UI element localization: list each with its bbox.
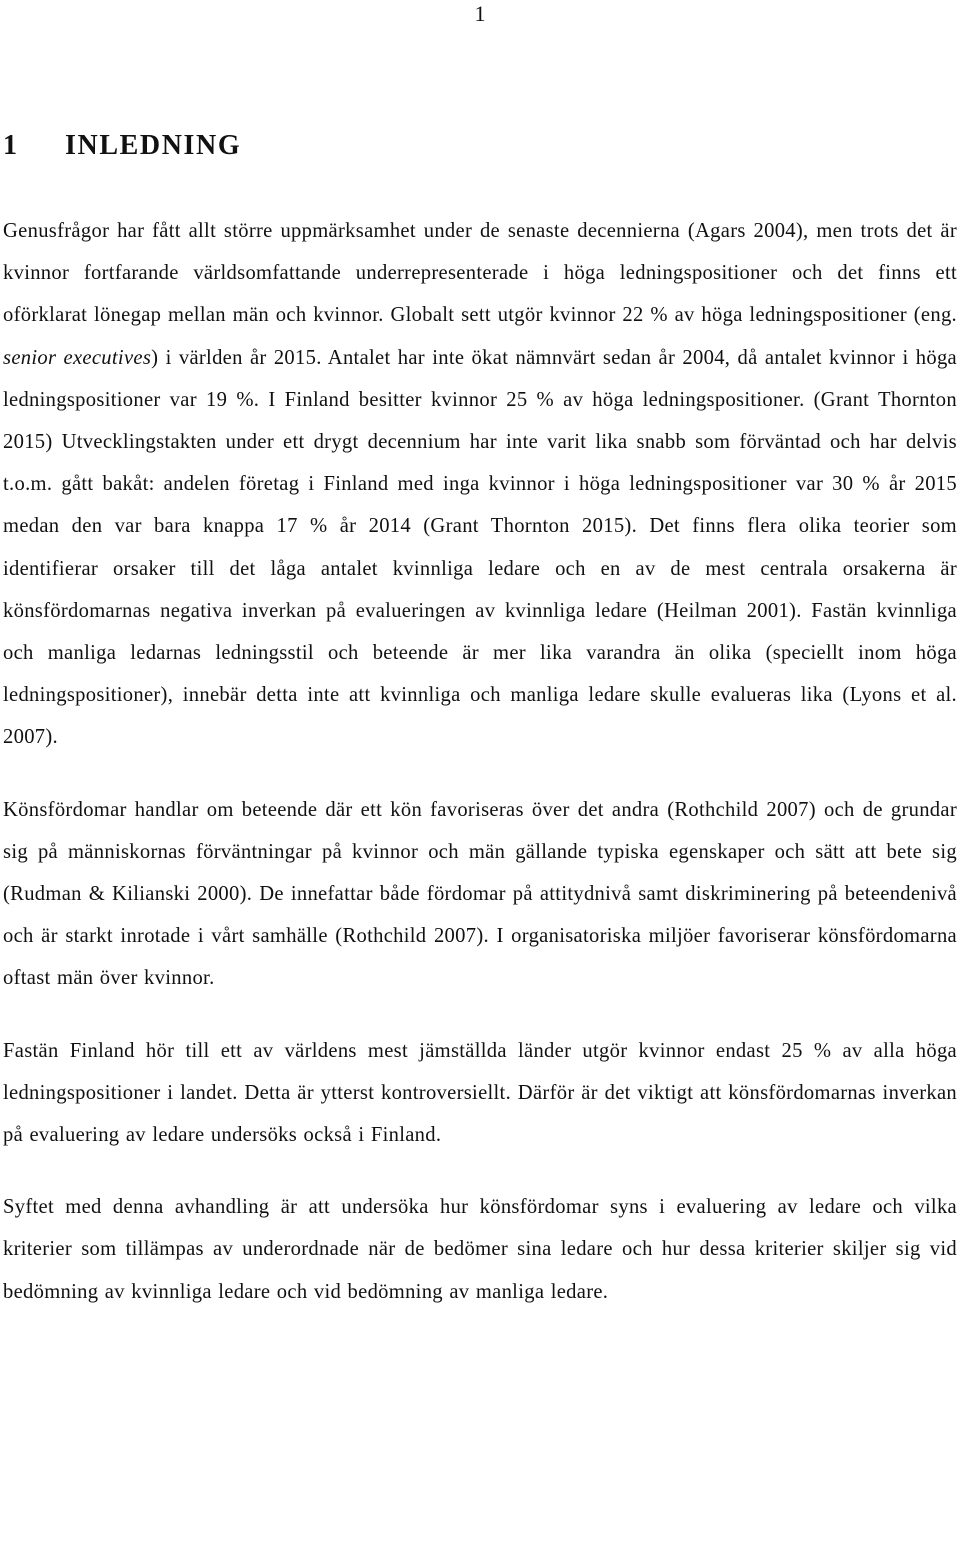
paragraph-1: [3, 210, 957, 759]
paragraph-1-italic-term: senior executives: [3, 346, 152, 369]
paragraph-4: Syftet med denna avhandling är att undersöka hur könsfördomar syns i evaluering av ledare och vilka kriterier som tillämpas av underordnade när de bedömer sina ledare och hur dessa kriterier skiljer sig vid bedömning av kvinnliga ledare och vid bedömning av manliga ledare.: [3, 1196, 957, 1303]
paragraph-2: Könsfördomar handlar om beteende där ett kön favoriseras över det andra (Rothchild 2007) och de grundar sig på människornas förväntningar på kvinnor och män gällande typiska egenskaper och sätt att bete sig (Rudman & Kilianski 2000). De innefattar både fördomar på attitydnivå samt diskriminering på beteendenivå och är starkt inrotade i vårt samhälle (Rothchild 2007). I organisatoriska miljöer favoriserar könsfördomarna oftast män över kvinnor.: [3, 798, 957, 990]
chapter-heading: [3, 128, 241, 164]
chapter-title: INLEDNING: [65, 130, 242, 161]
paragraph-1-text-after: ) i världen år 2015. Antalet har inte ökat nämnvärt sedan år 2004, då antalet kvinnor i höga ledningspositioner var 19 %. I Finland besitter kvinnor 25 % av höga ledningspositioner. (Grant Thornton 2015) Utvecklingstakten under ett drygt decennium har inte varit lika snabb som förväntad och har delvis t.o.m. gått bakåt: andelen företag i Finland med inga kvinnor i höga ledningspositioner var 30 % år 2015 medan den var bara knappa 17 % år 2014 (Grant Thornton 2015). Det finns flera olika teorier som identifierar orsaker till det låga antalet kvinnliga ledare och en av de mest centrala orsakerna är könsfördomarnas negativa inverkan på evalueringen av kvinnliga ledare (Heilman 2001). Fastän kvinnliga och manliga ledarnas ledningsstil och beteende är mer lika varandra än olika (speciellt inom höga ledningspositioner), innebär detta inte att kvinnliga och manliga ledare skulle evalueras lika (Lyons et al. 2007).: [3, 346, 957, 749]
paragraph-3: Fastän Finland hör till ett av världens mest jämställda länder utgör kvinnor endast 25 % av alla höga ledningspositioner i landet. Detta är ytterst kontroversiellt. Därför är det viktigt att könsfördomarnas inverkan på evaluering av ledare undersöks också i Finland.: [3, 1039, 957, 1147]
chapter-number: 1: [3, 130, 19, 161]
body-text: [3, 210, 957, 1313]
paragraph-1-text-before: Genusfrågor har fått allt större uppmärksamhet under de senaste decennierna (Agars 2004), men trots det är kvinnor fortfarande världsomfattande underrepresenterade i höga ledningspositioner och det finns ett oförklarat lönegap mellan män och kvinnor. Globalt sett utgör kvinnor 22 % av höga ledningspositioner (eng.: [3, 220, 957, 327]
page-number: 1: [474, 1, 486, 26]
